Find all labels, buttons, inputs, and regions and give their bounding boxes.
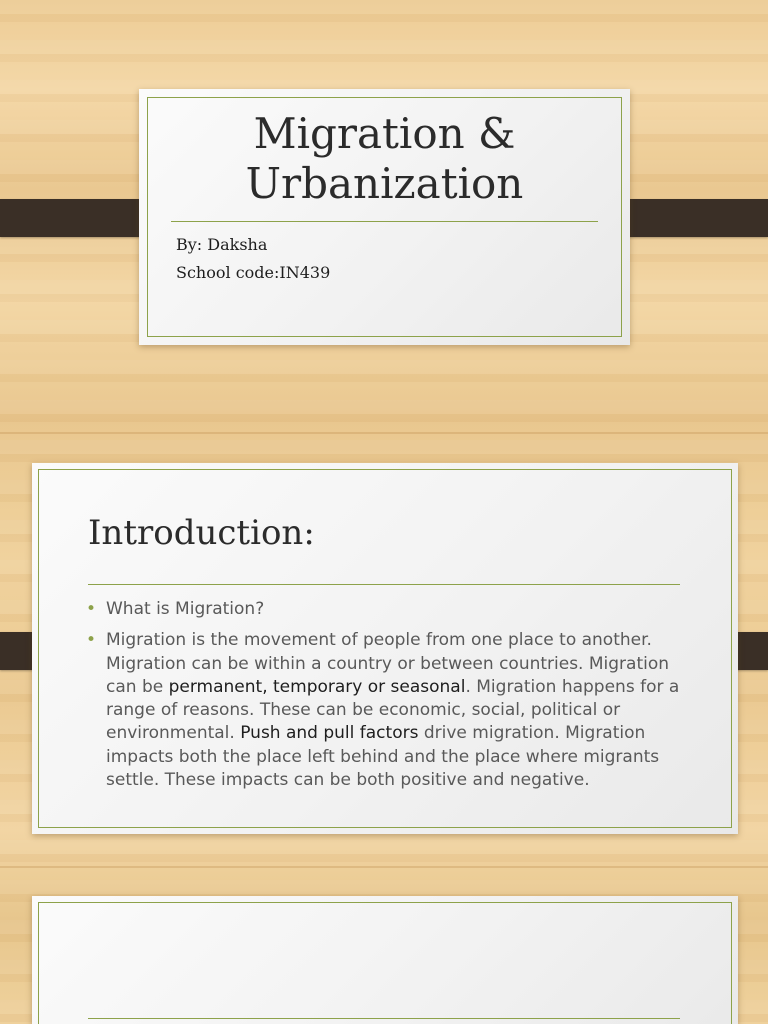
title-slide[interactable]: [139, 89, 630, 345]
bullet-text: What is Migration?: [106, 599, 265, 619]
bullet-item: [86, 598, 686, 621]
tape-strip-right: [613, 199, 768, 237]
author-line: By: Daksha: [176, 235, 268, 254]
title-divider: [171, 221, 598, 222]
tape-strip-left: [0, 199, 155, 237]
bullet-icon: •: [86, 599, 97, 619]
slide-frame: [38, 902, 732, 1024]
bullet-text: . Migration happens for a range of reasons. These can be economic, social, political or environmental.: [106, 676, 680, 744]
wood-seam: [0, 866, 768, 868]
bullet-list: [86, 598, 686, 800]
bullet-emphasis: Push and pull factors: [240, 723, 419, 744]
bullet-icon: •: [86, 630, 97, 651]
slide-heading: Introduction:: [88, 513, 315, 553]
wood-seam: [0, 432, 768, 434]
slide-title: [139, 109, 630, 209]
bullet-item: [86, 629, 686, 792]
bullet-text: Migration is the movement of people from one place to another. Migration can be within a country or between countries. Migration can be: [106, 630, 670, 697]
bullet-emphasis: permanent, temporary or seasonal: [168, 676, 466, 697]
slide-title-line1: Migration &: [253, 109, 516, 158]
next-slide[interactable]: [32, 896, 738, 1024]
heading-divider: [88, 584, 680, 585]
slide-title-line2: Urbanization: [245, 159, 524, 208]
heading-divider: [88, 1018, 680, 1019]
bullet-text: drive migration. Migration impacts both the place left behind and the place where migrants settle. These impacts can be both positive and negative.: [106, 723, 660, 791]
introduction-slide[interactable]: [32, 463, 738, 834]
school-code-line: School code:IN439: [176, 263, 331, 282]
